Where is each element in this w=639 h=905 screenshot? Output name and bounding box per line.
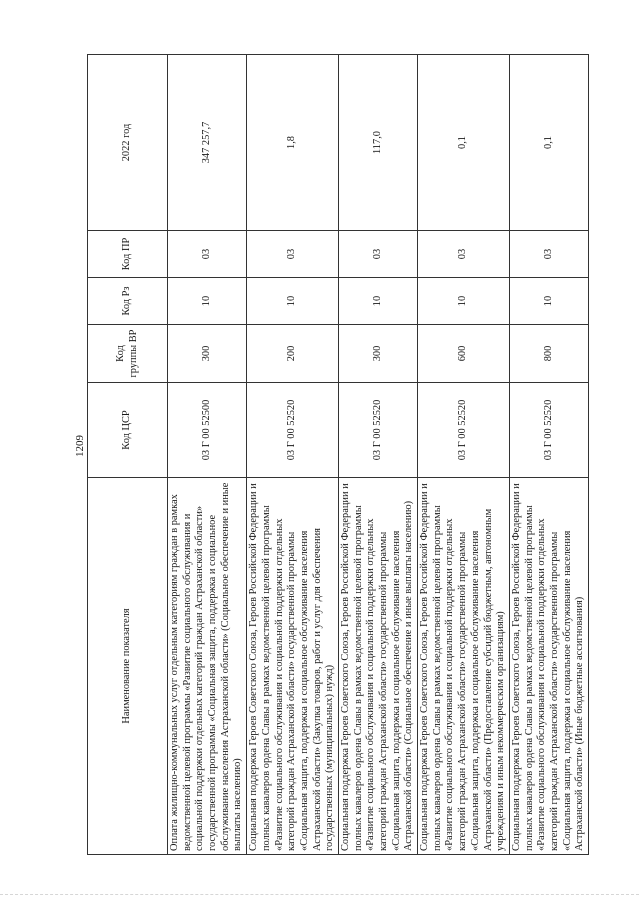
row-csr: 03 Г 00 52520: [338, 383, 417, 478]
row-year: 0,1: [509, 55, 588, 231]
header-vr: Код группы ВР: [88, 325, 168, 383]
budget-table: [87, 54, 589, 855]
header-year: 2022 год: [88, 55, 168, 231]
row-vr: 300: [338, 325, 417, 383]
row-rz: 10: [418, 278, 510, 325]
row-pr: 03: [168, 231, 247, 278]
row-name: Социальная поддержка Героев Советского Союза, Героев Российской Федерации и полных кавалеров ордена Славы в рамках ведомственной целевой программы «Развитие социального обслуживания и социальной поддержки отдельных категорий граждан Астраханской области» государственной программы «Социальная защита, поддержка и социальное обслуживание населения Астраханской области» (Социальное обеспечение и иные выплаты населению): [338, 478, 417, 855]
row-pr: 03: [418, 231, 510, 278]
row-csr: 03 Г 00 52520: [247, 383, 339, 478]
row-year: 0,1: [418, 55, 510, 231]
table-row: [418, 55, 510, 855]
row-vr: 200: [247, 325, 339, 383]
row-rz: 10: [509, 278, 588, 325]
page-number: 1209: [74, 435, 86, 457]
row-name: Оплата жилищно-коммунальных услуг отдельным категориям граждан в рамках ведомственной целевой программы «Развитие социального обслуживания и социальной поддержки отдельных категорий граждан Астраханской области» государственной программы «Социальная защита, поддержка и социальное обслуживание населения Астраханской области» (Социальное обеспечение и иные выплаты населению): [168, 478, 247, 855]
row-rz: 10: [247, 278, 339, 325]
table-header-row: [88, 55, 168, 855]
scan-edge-line: [0, 894, 639, 895]
header-csr: Код ЦСР: [88, 383, 168, 478]
row-pr: 03: [509, 231, 588, 278]
rotated-sheet: [87, 55, 586, 855]
table-row: [338, 55, 417, 855]
table-row: [247, 55, 339, 855]
row-vr: 600: [418, 325, 510, 383]
row-pr: 03: [338, 231, 417, 278]
row-name: Социальная поддержка Героев Советского Союза, Героев Российской Федерации и полных кавалеров ордена Славы в рамках ведомственной целевой программы «Развитие социального обслуживания и социальной поддержки отдельных категорий граждан Астраханской области» государственной программы «Социальная защита, поддержка и социальное обслуживание населения Астраханской области» (Иные бюджетные ассигнования): [509, 478, 588, 855]
row-year: 347 257,7: [168, 55, 247, 231]
row-name: Социальная поддержка Героев Советского Союза, Героев Российской Федерации и полных кавалеров ордена Славы в рамках ведомственной целевой программы «Развитие социального обслуживания и социальной поддержки отдельных категорий граждан Астраханской области» государственной программы «Социальная защита, поддержка и социальное обслуживание населения Астраханской области» (Закупка товаров, работ и услуг для обеспечения государственных (муниципальных) нужд): [247, 478, 339, 855]
row-csr: 03 Г 00 52520: [418, 383, 510, 478]
header-name: Наименование показателя: [88, 478, 168, 855]
row-rz: 10: [168, 278, 247, 325]
row-rz: 10: [338, 278, 417, 325]
row-vr: 800: [509, 325, 588, 383]
row-pr: 03: [247, 231, 339, 278]
table-row: [509, 55, 588, 855]
row-name: Социальная поддержка Героев Советского Союза, Героев Российской Федерации и полных кавалеров ордена Славы в рамках ведомственной целевой программы «Развитие социального обслуживания и социальной поддержки отдельных категорий граждан Астраханской области» государственной программы «Социальная защита, поддержка и социальное обслуживание населения Астраханской области» (Предоставление субсидий бюджетным, автономным учреждениям и иным некоммерческим организациям): [418, 478, 510, 855]
row-year: 1,8: [247, 55, 339, 231]
row-vr: 300: [168, 325, 247, 383]
header-pr: Код ПР: [88, 231, 168, 278]
row-csr: 03 Г 00 52500: [168, 383, 247, 478]
header-rz: Код Рз: [88, 278, 168, 325]
row-csr: 03 Г 00 52520: [509, 383, 588, 478]
row-year: 117,0: [338, 55, 417, 231]
table-row: [168, 55, 247, 855]
